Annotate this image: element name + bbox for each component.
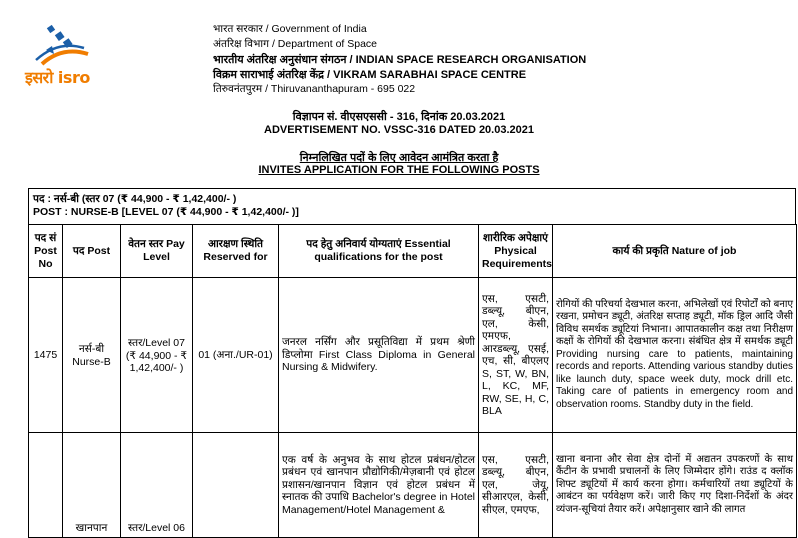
posts-table xyxy=(28,224,797,538)
col-header-reserved: आरक्षण स्थिति Reserved for xyxy=(193,225,279,278)
post-title-hindi: पद : नर्स-बी (स्तर 07 (₹ 44,900 - ₹ 1,42,400/- ) xyxy=(33,193,237,205)
cell-physical: एस, एसटी, डब्ल्यू, बीएन, एल, केसी, एमएफ, आरडब्ल्यू, एसई, एच, सी, बीएलए S, ST, W, BN, L, KC, MF, RW, SE, H, C, BLA xyxy=(479,278,553,433)
post-title-box xyxy=(28,188,796,224)
header-line-government: भारत सरकार / Government of India xyxy=(213,23,367,35)
cell-pay-level: स्तर/Level 07 (₹ 44,900 - ₹ 1,42,400/- ) xyxy=(121,278,193,433)
advert-number-english: ADVERTISEMENT NO. VSSC-316 DATED 20.03.2021 xyxy=(264,124,534,136)
col-header-pay-level: वेतन स्तर Pay Level xyxy=(121,225,193,278)
col-header-post-no: पद सं Post No xyxy=(29,225,63,278)
invite-hindi: निम्नलिखित पदों के लिए आवेदन आमंत्रित करता है xyxy=(299,152,499,164)
post-title-english: POST : NURSE-B [LEVEL 07 (₹ 44,900 - ₹ 1,42,400/- )] xyxy=(33,206,299,218)
header-line-address: तिरुवनंतपुरम / Thiruvananthapuram - 695 022 xyxy=(213,83,416,95)
isro-logo-text: इसरो isro xyxy=(25,68,90,87)
cell-post: नर्स-बी Nurse-B xyxy=(63,278,121,433)
col-header-nature: कार्य की प्रकृति Nature of job xyxy=(553,225,797,278)
cell-nature: रोगियों की परिचर्या देखभाल करना, अभिलेखों एवं रिपोर्टों को बनाए रखना, प्रमोचन ड्यूटी, अंतरिक्ष सप्ताह ड्यूटी, मॉक ड्रिल आदि जैसी विविध समर्थक ड्यूटियां निभाना। आपातकालीन कक्ष तथा निरीक्षण कक्षों के रोगियों की देखभाल करना। संबंधित क्षेत्र में समर्थक ड्यूटी Providing nursing care to patients, maintaining records and reports. Attending various standby duties like launch duty, space week duty, mock drill etc. Taking care of patients in emergency room and observation rooms. Standby duty in the field. xyxy=(553,278,797,433)
col-header-physical: शारीरिक अपेक्षाएं Physical Requirements xyxy=(479,225,553,278)
cell-post-no xyxy=(29,433,63,538)
header-line-organisation: भारतीय अंतरिक्ष अनुसंधान संगठन / INDIAN SPACE RESEARCH ORGANISATION xyxy=(213,54,587,66)
cell-reserved xyxy=(193,433,279,538)
cell-pay-level: स्तर/Level 06 xyxy=(121,433,193,538)
cell-post-no: 1475 xyxy=(29,278,63,433)
header-line-centre: विक्रम साराभाई अंतरिक्ष केंद्र / VIKRAM SARABHAI SPACE CENTRE xyxy=(213,69,527,81)
advert-number-hindi: विज्ञापन सं. वीएसएससी - 316, दिनांक 20.03.2021 xyxy=(292,111,506,123)
cell-reserved: 01 (अना./UR-01) xyxy=(193,278,279,433)
cell-physical: एस, एसटी, डब्ल्यू, बीएन, एल, जेयू, सीआरएल, केसी, सीएल, एमएफ, xyxy=(479,433,553,538)
invite-english: INVITES APPLICATION FOR THE FOLLOWING POSTS xyxy=(258,164,540,176)
cell-qualifications: जनरल नर्सिंग और प्रसूतिविद्या में प्रथम श्रेणी डिप्लोमा First Class Diploma in General Nursing & Midwifery. xyxy=(279,278,479,433)
header-line-department: अंतरिक्ष विभाग / Department of Space xyxy=(213,38,378,50)
col-header-qualifications: पद हेतु अनिवार्य योग्यताएं Essential qualifications for the post xyxy=(279,225,479,278)
table-header-row xyxy=(29,225,797,278)
col-header-post: पद Post xyxy=(63,225,121,278)
table-row xyxy=(29,278,797,433)
cell-qualifications: एक वर्ष के अनुभव के साथ होटल प्रबंधन/होटल प्रबंधन एवं खानपान प्रौद्योगिकी/मेज़बानी एवं होटल प्रशासन/खानपान विज्ञान एवं होटल प्रबंधन में स्नातक की उपाधि Bachelor's degree in Hotel Management/Hotel Management & xyxy=(279,433,479,538)
cell-nature: खाना बनाना और सेवा क्षेत्र दोनों में अद्यतन उपकरणों के साथ कैंटीन के प्रभावी प्रचालनों के लिए जिम्मेदार होंगे। राउंड द क्लॉक शिफ्ट ड्यूटियों में कार्य करना होगा। कर्मचारियों तथा ड्यूटियों के आबंटन का पर्यवेक्षण करें। जारी किए गए दिशा-निर्देशों के अंदर व्यंजन-सूचियां तैयार करें। अपेक्षानुसार खाने की लागत xyxy=(553,433,797,538)
table-row xyxy=(29,433,797,538)
cell-post: खानपान xyxy=(63,433,121,538)
